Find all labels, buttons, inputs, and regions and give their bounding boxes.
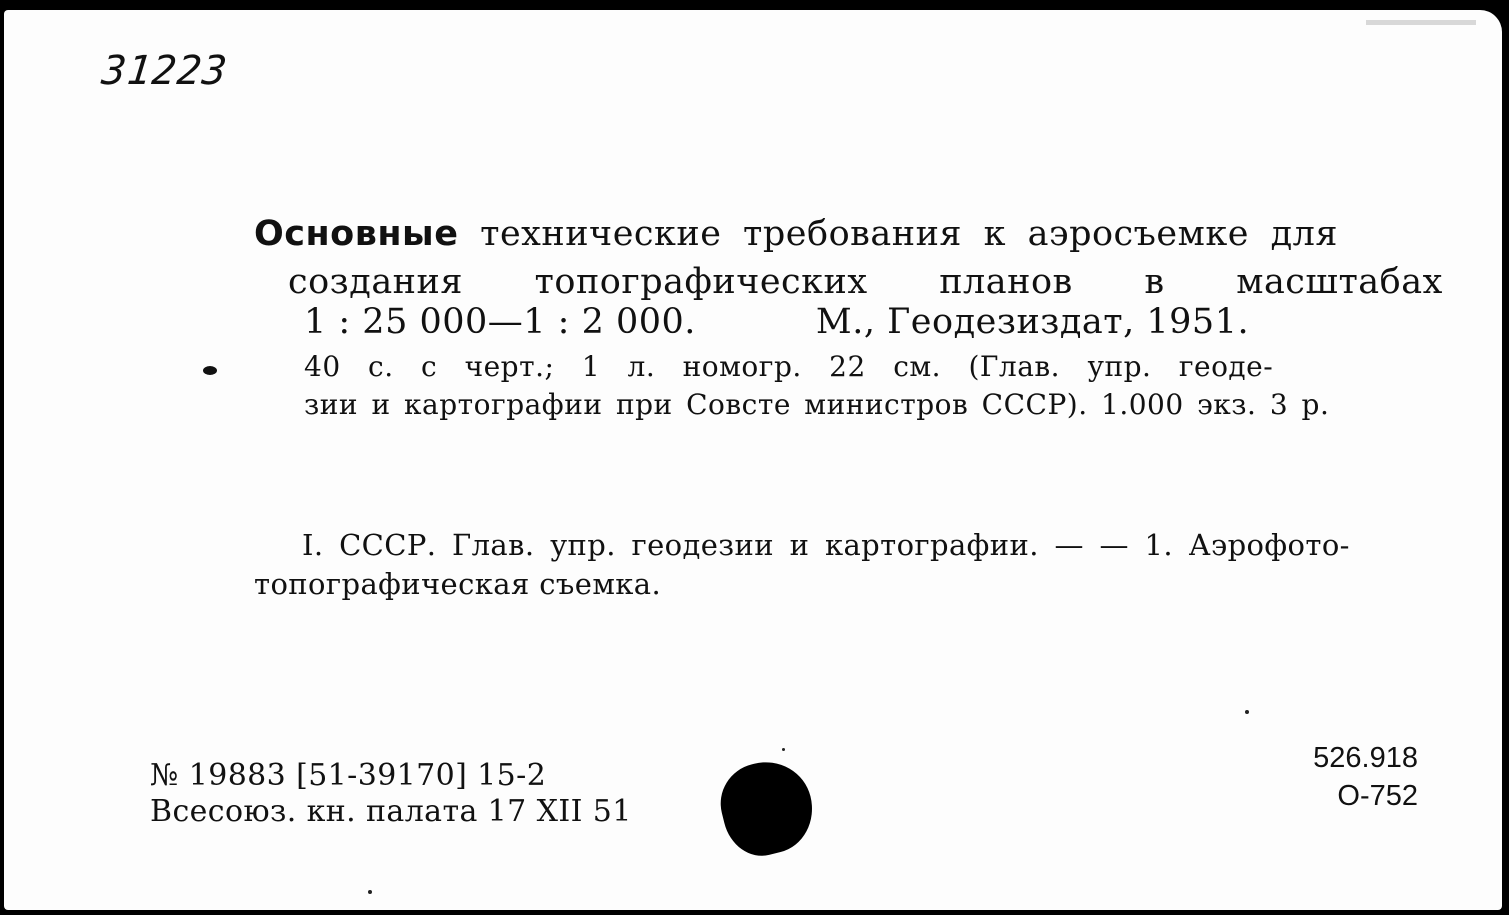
subject-headings-line-2: топографическая съемка. (254, 567, 662, 601)
subject-headings-line-1: I. СССР. Глав. упр. геодезии и картографии. — — 1. Аэрофото- (302, 528, 1350, 562)
ink-speck (1245, 710, 1249, 714)
udc-code: 526.918 (1313, 742, 1418, 774)
punch-hole (712, 752, 822, 863)
registration-number: № 19883 [51-39170] 15-2 (150, 758, 547, 793)
scale-range: 1 : 25 000—1 : 2 000. (304, 302, 696, 342)
physical-description-line-1: 40 с. с черт.; 1 л. номогр. 22 см. (Глав. упр. геоде- (304, 350, 1274, 383)
title-bold-word: Основные (254, 214, 459, 254)
chamber-stamp: Всесоюз. кн. палата 17 XII 51 (150, 794, 632, 829)
publication-info: М., Геодезиздат, 1951. (815, 302, 1250, 342)
ink-speck (782, 748, 785, 751)
ink-speck (368, 890, 372, 894)
card-edge-mark (1366, 20, 1476, 25)
physical-description-line-2: зии и картографии при Совсте министров СССР). 1.000 экз. 3 р. (304, 388, 1330, 421)
bullet-mark (203, 366, 217, 375)
card-number: 31223 (99, 48, 230, 94)
title-line-1 (254, 214, 1338, 254)
title-line-1-rest: технические требования к аэросъемке для (458, 214, 1338, 254)
author-mark: О-752 (1337, 780, 1418, 812)
catalog-card (4, 10, 1502, 910)
title-line-3 (304, 302, 1249, 342)
title-line-2: создания топографических планов в масштабах (288, 262, 1443, 302)
